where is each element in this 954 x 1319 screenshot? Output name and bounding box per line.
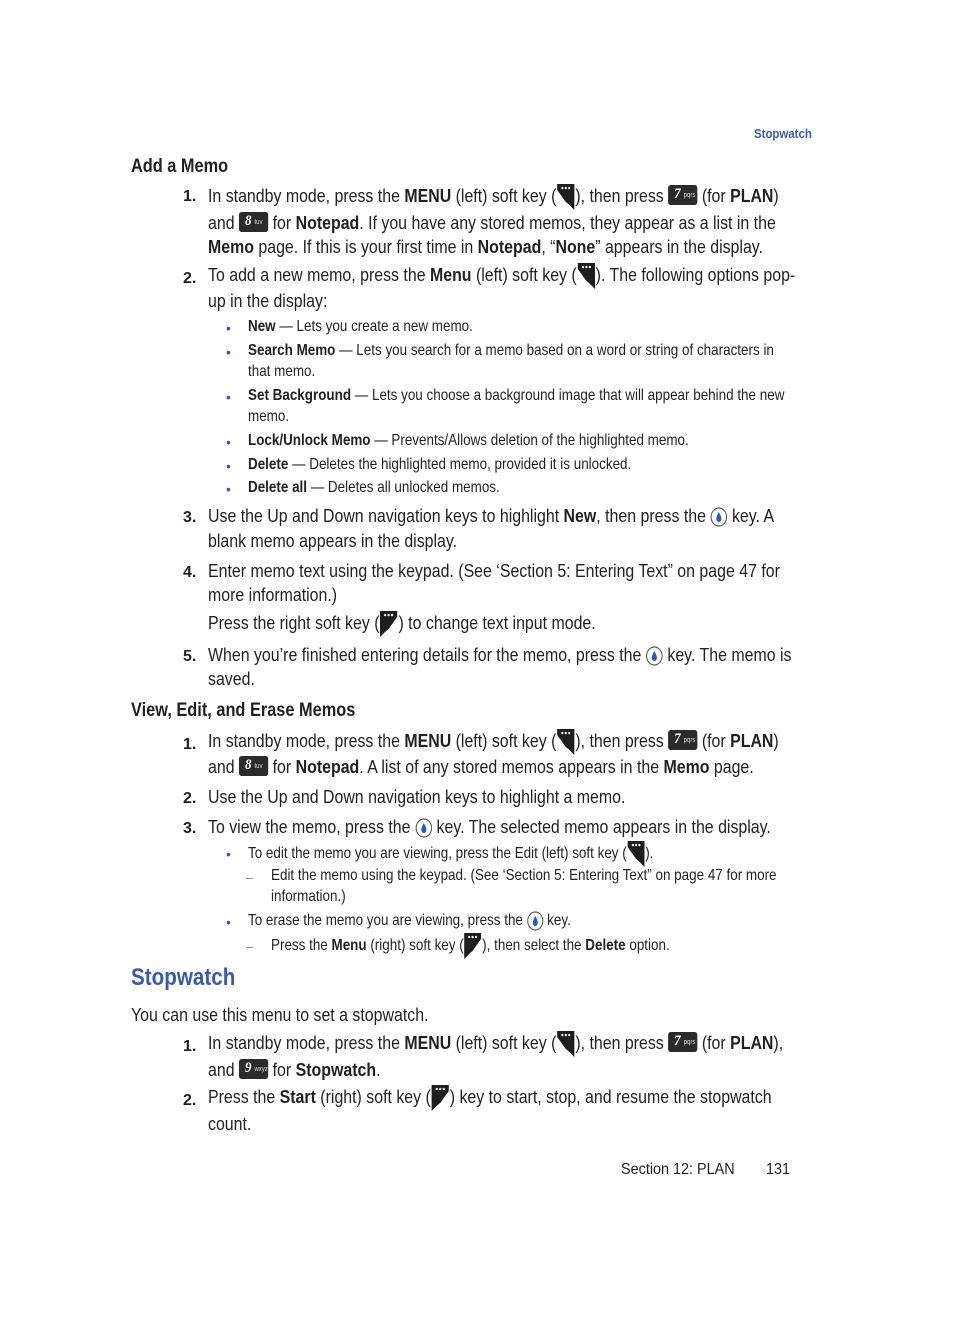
ok-key-icon [527, 911, 544, 931]
step-text: saved. [208, 668, 255, 689]
left-soft-key-icon [556, 183, 575, 211]
step-text: Press the Start (right) soft key ( ) key to start, stop, and resume the stopwatch [208, 1084, 772, 1112]
bullet: • [226, 434, 231, 450]
step-text: To view the memo, press the key. The selected memo appears in the display. [208, 816, 771, 837]
option-set-background: Set Background — Lets you choose a background image that will appear behind the new [248, 387, 785, 404]
step-number: 3. [183, 509, 197, 526]
step-text: Use the Up and Down navigation keys to highlight a memo. [208, 786, 626, 807]
bullet: • [226, 481, 231, 497]
step-number: 2. [183, 790, 197, 807]
key-8-tuv-icon: 8 tuv [239, 756, 268, 776]
key-9-wxyz-icon: 9 wxyz [239, 1059, 268, 1079]
step-text: Use the Up and Down navigation keys to highlight New, then press the key. A [208, 505, 775, 526]
key-7-pqrs-icon: 7 pqrs [668, 730, 697, 750]
step-text: When you’re finished entering details for the memo, press the key. The memo is [208, 644, 792, 665]
bullet: • [226, 846, 231, 862]
ok-key-icon [646, 646, 663, 666]
step-number: 1. [183, 736, 197, 753]
left-soft-key-icon [627, 840, 645, 868]
section-title-add-memo: Add a Memo [131, 156, 229, 177]
right-soft-key-icon [380, 610, 399, 638]
dash: – [246, 870, 254, 885]
section-title-stopwatch: Stopwatch [131, 964, 236, 991]
dash: – [246, 939, 254, 954]
step-text: Press the right soft key ( ) to change text input mode. [208, 610, 596, 638]
bullet: • [226, 389, 231, 405]
ok-key-icon [415, 818, 432, 838]
section-title-view-memos: View, Edit, and Erase Memos [131, 700, 356, 721]
step-text: In standby mode, press the MENU (left) soft key ( ), then press 7 pqrs (for PLAN) [208, 183, 779, 211]
step-text: In standby mode, press the MENU (left) soft key ( ), then press 7 pqrs (for PLAN), [208, 1030, 783, 1058]
ok-key-icon [710, 507, 727, 527]
step-text: more information.) [208, 584, 338, 605]
step-text: Enter memo text using the keypad. (See ‘Section 5: Entering Text” on page 47 for [208, 560, 780, 581]
left-soft-key-icon [556, 728, 575, 756]
sub-bullet-text: Press the Menu (right) soft key ( ), then select the Delete option. [271, 932, 670, 960]
step-number: 4. [183, 564, 197, 581]
option-search-memo: Search Memo — Lets you search for a memo based on a word or string of characters in [248, 342, 774, 359]
option-set-background-cont: memo. [248, 408, 290, 425]
key-7-pqrs-icon: 7 pqrs [668, 1032, 697, 1052]
step-number: 3. [183, 820, 197, 837]
left-soft-key-icon [577, 262, 596, 290]
step-text: In standby mode, press the MENU (left) soft key ( ), then press 7 pqrs (for PLAN) [208, 728, 779, 756]
sub-bullet-text: information.) [271, 888, 346, 905]
option-delete: Delete — Deletes the highlighted memo, provided it is unlocked. [248, 456, 632, 473]
step-number: 5. [183, 648, 197, 665]
step-text: Memo page. If this is your first time in Notepad, “None” appears in the display. [208, 236, 763, 257]
right-soft-key-icon [464, 932, 482, 960]
step-text: up in the display: [208, 290, 328, 311]
footer-section: Section 12: PLAN [621, 1161, 735, 1178]
bullet-text: To edit the memo you are viewing, press the Edit (left) soft key ( ). [248, 840, 653, 868]
key-8-tuv-icon: 8 tuv [239, 212, 268, 232]
bullet: • [226, 458, 231, 474]
page-number: 131 [766, 1161, 791, 1178]
bullet: • [226, 320, 231, 336]
option-new: New — Lets you create a new memo. [248, 318, 473, 335]
intro-text: You can use this menu to set a stopwatch. [131, 1004, 429, 1025]
running-header: Stopwatch [754, 126, 812, 141]
step-text: and 8 tuv for Notepad. If you have any stored memos, they appear as a list in the [208, 212, 776, 233]
step-number: 2. [183, 270, 197, 287]
left-soft-key-icon [556, 1030, 575, 1058]
option-search-memo-cont: that memo. [248, 363, 316, 380]
option-delete-all: Delete all — Deletes all unlocked memos. [248, 479, 500, 496]
option-lock-unlock: Lock/Unlock Memo — Prevents/Allows deletion of the highlighted memo. [248, 432, 689, 449]
step-text: and 8 tuv for Notepad. A list of any stored memos appears in the Memo page. [208, 756, 754, 777]
step-number: 1. [183, 1038, 197, 1055]
step-text: count. [208, 1113, 252, 1134]
step-number: 1. [183, 188, 197, 205]
key-7-pqrs-icon: 7 pqrs [668, 185, 697, 205]
bullet: • [226, 914, 231, 930]
step-number: 2. [183, 1092, 197, 1109]
right-soft-key-icon [431, 1084, 450, 1112]
step-text: blank memo appears in the display. [208, 530, 458, 551]
bullet-text: To erase the memo you are viewing, press the key. [248, 912, 571, 930]
bullet: • [226, 344, 231, 360]
step-text: and 9 wxyz for Stopwatch. [208, 1059, 381, 1080]
step-text: To add a new memo, press the Menu (left) soft key ( ). The following options pop- [208, 262, 795, 290]
sub-bullet-text: Edit the memo using the keypad. (See ‘Section 5: Entering Text” on page 47 for more [271, 867, 777, 884]
